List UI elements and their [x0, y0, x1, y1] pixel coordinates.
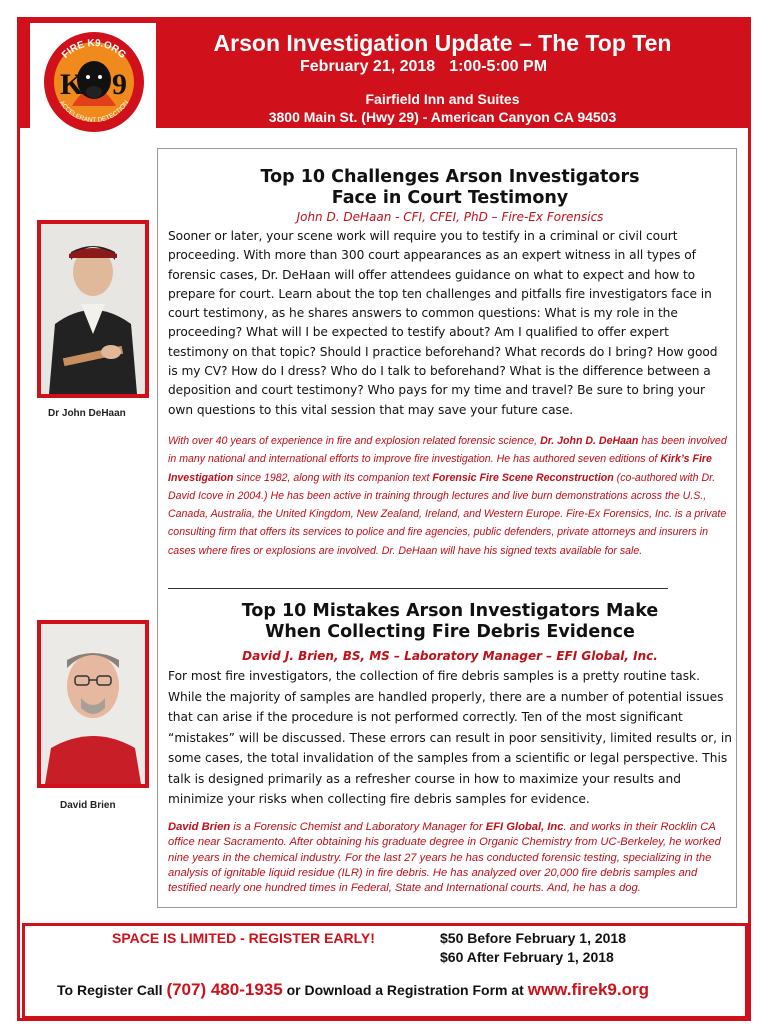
logo-k: K — [60, 68, 84, 101]
venue-name: Fairfield Inn and Suites — [365, 91, 520, 107]
section1-body: Sooner or later, your scene work will require you to testify in a criminal or civil court proceeding. With more than 300 court appearances as an expert witness in all types of forensic cases, Dr. DeHaan will offer attendees guidance on what to expect and how to prepare for court. Learn about the top ten challenges and pitfalls fire investigators face in court testimony, as he shares answers to common questions: What is my role in the proceeding? What will I be expected to testify about? Am I qualified to offer expert testimony on that topic? Should I practice beforehand? What records do I bring? How good is my CV? How do I dress? Who do I talk to beforehand? What is the difference between a deposition and court testimony? Who pays for my time and travel? Be sure to bring your own questions to this vital session that may save your future case. — [168, 229, 718, 417]
section1-title — [160, 167, 740, 209]
section1-title-line2: Face in Court Testimony — [331, 188, 569, 208]
section2-bio — [168, 820, 733, 896]
reg-text-b: or Download a Registration Form at — [282, 982, 528, 998]
event-venue — [170, 90, 715, 126]
brien-caption: David Brien — [60, 800, 116, 811]
logo-bottom-text: ACCELERANT DETECTION — [57, 99, 131, 125]
reg-text-a: To Register Call — [57, 982, 167, 998]
section1-author: John D. DeHaan - CFI, CFEI, PhD – Fire-Ex Forensics — [296, 210, 604, 224]
late-price: $60 After February 1, 2018 — [440, 949, 614, 965]
section1-title-line1: Top 10 Challenges Arson Investigators — [260, 167, 640, 187]
event-date: February 21, 2018 — [300, 58, 436, 75]
section-divider — [168, 588, 668, 589]
section1-bio — [168, 432, 733, 560]
logo-top-text: FIRE K9.ORG — [60, 37, 128, 61]
registration-line — [57, 980, 649, 1000]
venue-address: 3800 Main St. (Hwy 29) - American Canyon CA 94503 — [268, 109, 617, 125]
section2-body: For most fire investigators, the collection of fire debris samples is a pretty routine task. While the majority of samples are handled properly, there are a number of potential issues that can arise if the procedure is not performed correctly. Ten of the most significant “mistakes” will be discussed. These errors can result in poor sensitivity, limited results or, in some cases, the total invalidation of the samples from a scientific or legal perspective. This talk is designed primarily as a refresher course in how to maximize your results and minimize your risks when collecting fire debris samples for evidence. — [168, 669, 733, 806]
bio2-text-b: . and works in their Rocklin CA office near Sacramento. After obtaining his graduate degree in Organic Chemistry from UC-Berkeley, he worked nine years in the chemical industry. For the last 27 years he has conducted forensic testing, specializing in the analysis of ignitable liquid residue (ILR) in fire debris. He has analyzed over 20,000 fire debris samples and testified nearly one hundred times in Federal, State and International courts. And, he has a dog. — [168, 821, 721, 895]
bio2-text-a: is a Forensic Chemist and Laboratory Manager for — [230, 821, 486, 833]
brien-photo — [37, 620, 149, 788]
bio1-text-a: With over 40 years of experience in fire and explosion related forensic science, — [168, 435, 541, 447]
bio1-text-b: has been involved in many national and international efforts to improve fire investigation. He has authored seven editions of — [168, 435, 727, 466]
bio1-text-d: (co-authored with Dr. David Icove in 2004.) He has been active in training through lectures and live burn demonstrations across the U.S., Canada, Australia, the United Kingdom, New Zealand, Ireland, and Western Europe. Fire-Ex Forensics, Inc. is a private consulting firm that offers its services to police and fire agencies, public defenders, private attorneys and insurers in cases where fires or explosions are involved. Dr. DeHaan will have his signed texts available for sale. — [168, 471, 727, 557]
logo-nine: 9 — [112, 68, 127, 101]
bio1-name: Dr. John D. DeHaan — [540, 435, 639, 447]
early-price: $50 Before February 1, 2018 — [440, 930, 626, 946]
section2-title-line2: When Collecting Fire Debris Evidence — [265, 622, 635, 642]
event-date-time — [300, 58, 561, 76]
bio1-book1: Kirk’s Fire Investigation — [168, 453, 712, 484]
section2-author: David J. Brien, BS, MS – Laboratory Manager – EFI Global, Inc. — [242, 649, 658, 663]
event-title: Arson Investigation Update – The Top Ten — [213, 30, 672, 56]
firek9-logo — [42, 30, 146, 134]
space-limited-notice: SPACE IS LIMITED - REGISTER EARLY! — [112, 930, 375, 946]
section2-title-line1: Top 10 Mistakes Arson Investigators Make — [241, 601, 659, 621]
bio1-text-c: since 1982, along with its companion text — [233, 471, 433, 484]
phone-number[interactable]: (707) 480-1935 — [166, 980, 283, 999]
website-link[interactable]: www.firek9.org — [527, 980, 649, 999]
section2-title — [160, 601, 740, 643]
bio2-name: David Brien — [168, 821, 231, 833]
event-time: 1:00-5:00 PM — [449, 58, 548, 75]
bio2-company: EFI Global, Inc — [485, 821, 564, 833]
bio1-book2: Forensic Fire Scene Reconstruction — [432, 471, 614, 484]
dehaan-caption: Dr John DeHaan — [48, 408, 126, 419]
dehaan-photo — [37, 220, 149, 398]
